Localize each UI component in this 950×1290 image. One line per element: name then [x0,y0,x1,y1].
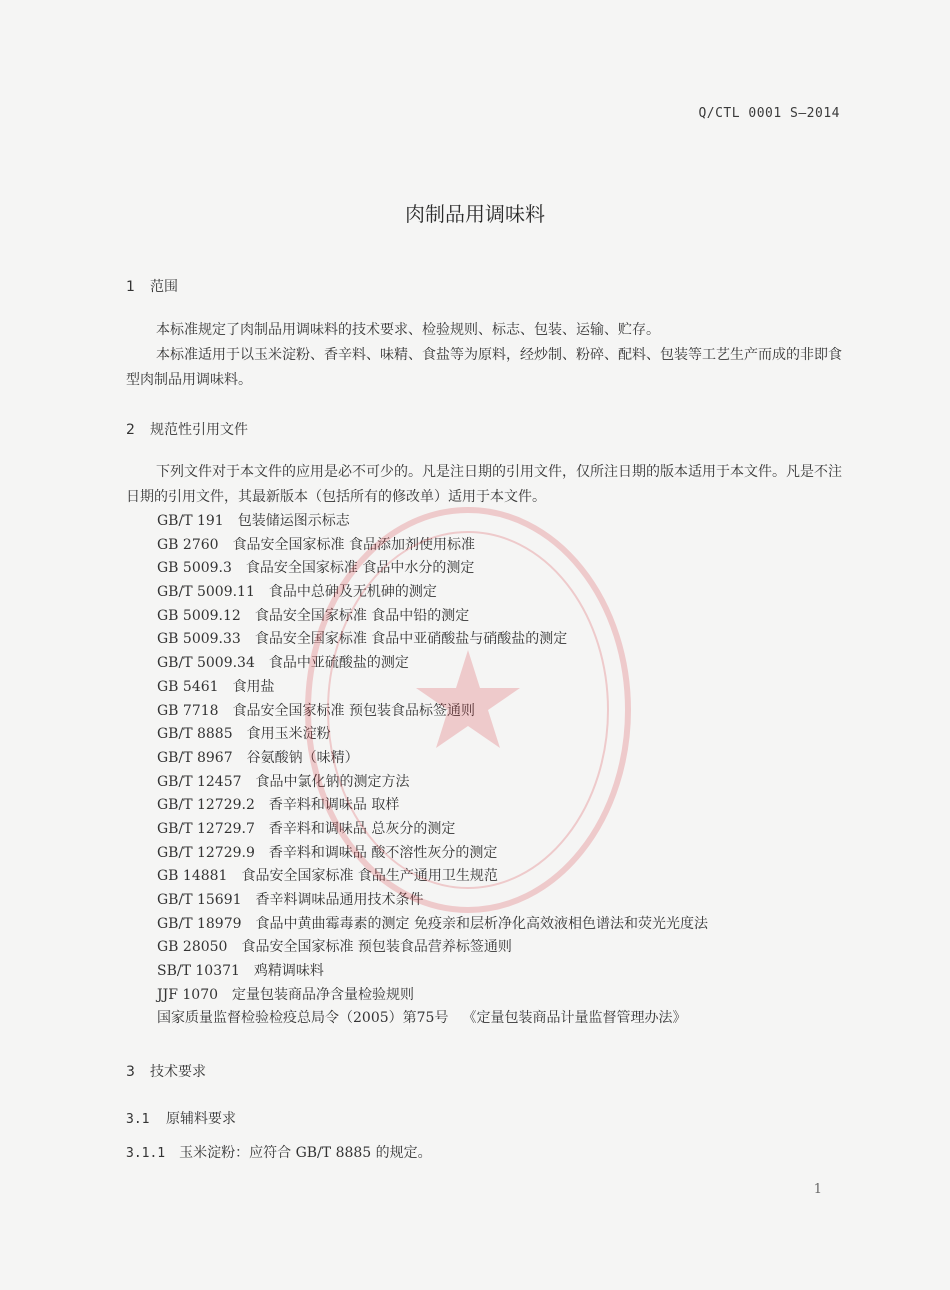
reference-name: 香辛料和调味品 取样 [268,797,400,814]
reference-code: GB/T 191 [157,513,224,529]
reference-item [157,510,708,534]
normative-intro [126,460,842,510]
section-title: 技术要求 [150,1064,206,1080]
standard-code: Q/CTL 0001 S—2014 [698,106,840,121]
document-title: 肉制品用调味料 [405,202,545,226]
reference-item [157,818,708,842]
reference-item [157,581,708,605]
section-title: 规范性引用文件 [150,422,248,438]
reference-name: 食品中亚硫酸盐的测定 [268,655,409,672]
reference-code: GB 5461 [157,678,219,695]
reference-code: 国家质量监督检验检疫总局令（2005）第75号 [157,1010,449,1027]
clause-number: 3.1.1 [126,1146,166,1161]
reference-code: GB 5009.12 [157,607,241,624]
reference-code: GB 7718 [157,702,219,719]
reference-code: GB/T 15691 [157,892,242,908]
reference-code: GB/T 18979 [157,915,242,932]
reference-code: GB/T 12457 [157,773,242,790]
page-number: 1 [813,1182,822,1197]
reference-name: 食品安全国家标准 食品生产通用卫生规范 [241,868,498,885]
reference-item [157,889,708,913]
section-1-heading [126,276,178,296]
reference-code: GB/T 8967 [157,749,233,766]
reference-code: GB/T 5009.34 [157,655,255,672]
scope-paragraph-1: 本标准规定了肉制品用调味料的技术要求、检验规则、标志、包装、运输、贮存。 [156,322,660,338]
reference-item [157,652,708,676]
reference-name: 香辛料调味品通用技术条件 [255,892,424,908]
reference-item [157,865,708,889]
reference-item [157,534,708,558]
section-title: 范围 [150,279,178,295]
section-number: 3.1 [126,1112,150,1127]
reference-code: SB/T 10371 [157,963,240,980]
reference-item [157,771,708,795]
section-2-heading [126,419,248,439]
reference-code: GB 28050 [157,939,228,956]
section-number: 1 [126,279,135,295]
reference-name: 食品安全国家标准 预包装食品标签通则 [232,702,476,719]
reference-item [157,842,708,866]
reference-code: GB/T 12729.2 [157,797,255,814]
reference-name: 食品安全国家标准 食品中铅的测定 [254,607,470,624]
reference-item [157,913,708,937]
scope-paragraph-2: 本标准适用于以玉米淀粉、香辛料、味精、食盐等为原料，经炒制、粉碎、配料、包装等工艺生产而成的非即食型肉制品用调味料。 [126,347,842,388]
reference-name: 食品中氯化钠的测定方法 [255,773,410,790]
reference-item [157,723,708,747]
scope-text [126,318,842,393]
reference-name: 食品中总砷及无机砷的测定 [268,584,437,601]
reference-name: 香辛料和调味品 总灰分的测定 [268,820,456,837]
reference-code: GB/T 5009.11 [157,584,255,601]
reference-list [157,510,708,1031]
reference-item [157,1007,708,1031]
reference-name: 食品中黄曲霉毒素的测定 免疫亲和层析净化高效液相色谱法和荧光光度法 [255,915,708,932]
reference-code: GB 5009.33 [157,631,241,648]
reference-item [157,794,708,818]
section-title: 原辅料要求 [166,1111,236,1127]
reference-name: 食品安全国家标准 预包装食品营养标签通则 [241,939,512,956]
reference-code: GB 2760 [157,536,219,553]
reference-code: JJF 1070 [157,986,219,1003]
reference-item [157,960,708,984]
section-3-heading [126,1061,206,1081]
reference-item [157,676,708,700]
reference-code: GB/T 8885 [157,726,233,743]
reference-name: 鸡精调味料 [253,963,324,980]
clause-3-1-1 [126,1142,432,1162]
reference-item [157,747,708,771]
reference-code: GB 5009.3 [157,560,232,577]
reference-code: GB/T 12729.9 [157,844,255,861]
reference-item [157,700,708,724]
reference-name: 定量包装商品净含量检验规则 [232,986,415,1003]
reference-name: 《定量包装商品计量监督管理办法》 [462,1010,687,1027]
reference-code: GB 14881 [157,868,228,885]
reference-item [157,605,708,629]
reference-name: 食用盐 [232,678,275,695]
reference-code: GB/T 12729.7 [157,820,255,837]
reference-name: 食品安全国家标准 食品中亚硝酸盐与硝酸盐的测定 [254,631,568,648]
reference-item [157,984,708,1008]
section-number: 3 [126,1064,135,1080]
reference-item [157,936,708,960]
reference-name: 食用玉米淀粉 [246,726,331,743]
reference-name: 谷氨酸钠（味精） [246,749,359,766]
normative-intro-paragraph: 下列文件对于本文件的应用是必不可少的。凡是注日期的引用文件，仅所注日期的版本适用于本文件。凡是不注日期的引用文件，其最新版本（包括所有的修改单）适用于本文件。 [126,464,842,505]
reference-item [157,557,708,581]
reference-item [157,628,708,652]
reference-name: 食品安全国家标准 食品添加剂使用标准 [232,536,476,553]
section-3-1-heading [126,1108,236,1128]
clause-text: 玉米淀粉：应符合 GB/T 8885 的规定。 [179,1145,432,1161]
reference-name: 香辛料和调味品 酸不溶性灰分的测定 [268,844,498,861]
reference-name: 包装储运图示标志 [237,513,350,529]
reference-name: 食品安全国家标准 食品中水分的测定 [245,560,475,577]
section-number: 2 [126,422,135,438]
